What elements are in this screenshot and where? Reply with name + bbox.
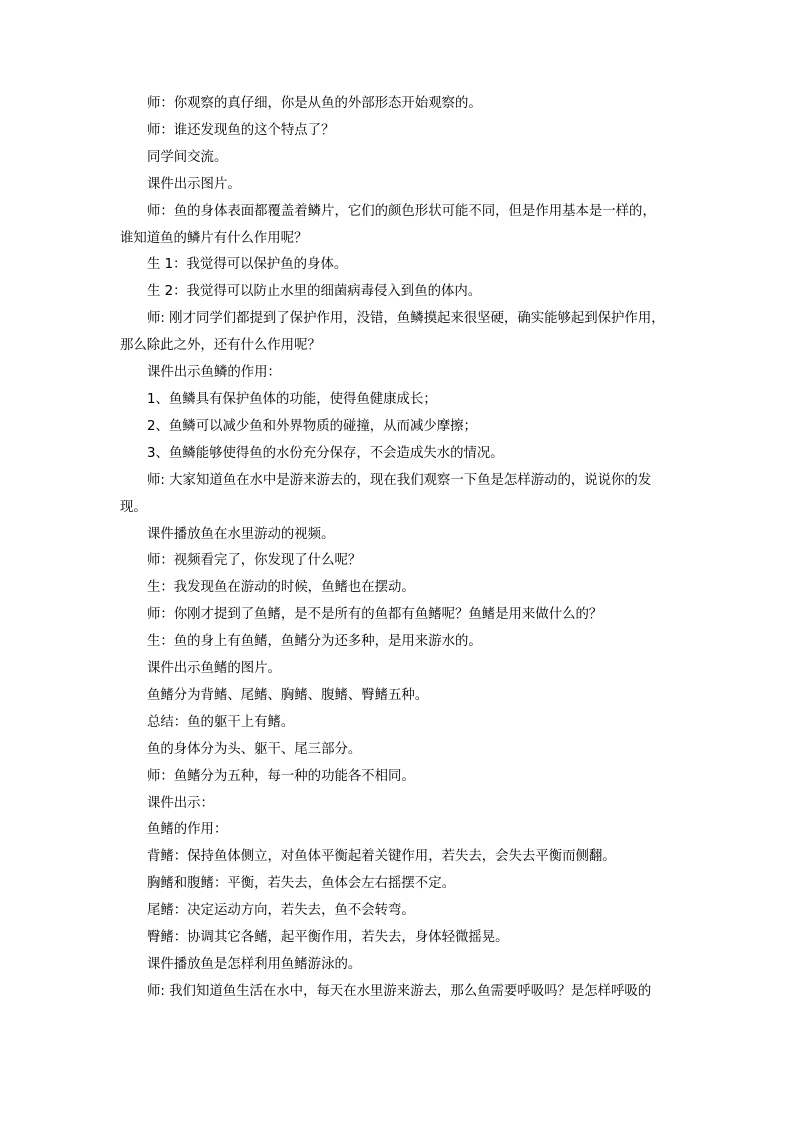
- paragraph: [120, 387, 680, 414]
- paragraph: [120, 414, 680, 441]
- paragraph: [120, 522, 680, 549]
- paragraph-first-line: 鱼鳍的作用：: [147, 822, 228, 838]
- paragraph: [120, 172, 680, 199]
- paragraph: [120, 683, 680, 710]
- paragraph: [120, 791, 680, 818]
- paragraph: [120, 199, 680, 253]
- paragraph: [120, 817, 680, 844]
- paragraph: [120, 118, 680, 145]
- paragraph: [120, 844, 680, 871]
- paragraph-continuation-line: 现。: [120, 499, 147, 515]
- paragraph: [120, 306, 680, 360]
- paragraph: [120, 548, 680, 575]
- paragraph: [120, 91, 680, 118]
- paragraph-first-line: 1、鱼鳞具有保护鱼体的功能，使得鱼健康成长；: [147, 391, 437, 407]
- paragraph-first-line: 臀鳍：协调其它各鳍，起平衡作用，若失去，身体轻微摇晃。: [147, 930, 509, 946]
- paragraph-first-line: 师: 我们知道鱼生活在水中，每天在水里游来游去，那么鱼需要呼吸吗？是怎样呼吸的: [147, 983, 652, 999]
- paragraph-first-line: 生 2：我觉得可以防止水里的细菌病毒侵入到鱼的体内。: [147, 284, 482, 300]
- paragraph-first-line: 2、鱼鳞可以减少鱼和外界物质的碰撞，从而减少摩擦；: [147, 418, 477, 434]
- paragraph: [120, 710, 680, 737]
- paragraph-first-line: 师：视频看完了，你发现了什么呢？: [147, 553, 362, 569]
- paragraph: [120, 764, 680, 791]
- paragraph: [120, 252, 680, 279]
- paragraph-first-line: 师：谁还发现鱼的这个特点了？: [147, 122, 335, 138]
- paragraph: [120, 575, 680, 602]
- paragraph-first-line: 尾鳍：决定运动方向，若失去，鱼不会转弯。: [147, 903, 415, 919]
- paragraph-first-line: 师: 刚才同学们都提到了保护作用，没错，鱼鳞摸起来很坚硬，确实能够起到保护作用，: [147, 311, 665, 327]
- document-page: [120, 91, 680, 1006]
- paragraph-continuation-line: 那么除此之外，还有什么作用呢？: [120, 338, 321, 354]
- paragraph: [120, 360, 680, 387]
- paragraph: [120, 979, 680, 1006]
- paragraph: [120, 279, 680, 306]
- paragraph: [120, 871, 680, 898]
- paragraph: [120, 468, 680, 522]
- paragraph-first-line: 师：鱼的身体表面都覆盖着鳞片，它们的颜色形状可能不同，但是作用基本是一样的，: [147, 203, 656, 219]
- paragraph-first-line: 同学间交流。: [147, 149, 228, 165]
- paragraph-first-line: 生 1：我觉得可以保护鱼的身体。: [147, 257, 348, 273]
- paragraph-continuation-line: 谁知道鱼的鳞片有什么作用呢？: [120, 230, 308, 246]
- paragraph-first-line: 师: 大家知道鱼在水中是游来游去的，现在我们观察一下鱼是怎样游动的，说说你的发: [147, 472, 652, 488]
- paragraph: [120, 629, 680, 656]
- paragraph: [120, 656, 680, 683]
- paragraph: [120, 145, 680, 172]
- paragraph-first-line: 生：鱼的身上有鱼鳍，鱼鳍分为还多种，是用来游水的。: [147, 634, 482, 650]
- paragraph: [120, 737, 680, 764]
- paragraph-first-line: 胸鳍和腹鳍：平衡，若失去，鱼体会左右摇摆不定。: [147, 876, 455, 892]
- paragraph-first-line: 师：鱼鳍分为五种，每一种的功能各不相同。: [147, 768, 415, 784]
- paragraph: [120, 925, 680, 952]
- paragraph: [120, 898, 680, 925]
- paragraph-first-line: 生：我发现鱼在游动的时候，鱼鳍也在摆动。: [147, 580, 415, 596]
- paragraph-first-line: 课件播放鱼在水里游动的视频。: [147, 526, 335, 542]
- paragraph-first-line: 师：你观察的真仔细，你是从鱼的外部形态开始观察的。: [147, 96, 482, 111]
- paragraph-first-line: 总结：鱼的躯干上有鳍。: [147, 714, 295, 730]
- paragraph-first-line: 课件出示：: [147, 795, 214, 811]
- paragraph-first-line: 背鳍：保持鱼体侧立，对鱼体平衡起着关键作用，若失去，会失去平衡而侧翻。: [147, 849, 616, 865]
- paragraph-first-line: 课件出示鱼鳞的作用：: [147, 365, 281, 381]
- paragraph-first-line: 课件出示鱼鳍的图片。: [147, 661, 281, 677]
- paragraph-first-line: 3、鱼鳞能够使得鱼的水份充分保存，不会造成失水的情况。: [147, 445, 504, 461]
- paragraph-first-line: 鱼的身体分为头、躯干、尾三部分。: [147, 741, 362, 757]
- paragraph-first-line: 鱼鳍分为背鳍、尾鳍、胸鳍、腹鳍、臀鳍五种。: [147, 687, 429, 703]
- paragraph-first-line: 课件播放鱼是怎样利用鱼鳍游泳的。: [147, 957, 362, 972]
- paragraph: [120, 952, 680, 979]
- paragraph: [120, 441, 680, 468]
- paragraph-first-line: 课件出示图片。: [147, 176, 241, 192]
- paragraph-first-line: 师：你刚才提到了鱼鳍，是不是所有的鱼都有鱼鳍呢？鱼鳍是用来做什么的？: [147, 607, 603, 623]
- paragraph: [120, 602, 680, 629]
